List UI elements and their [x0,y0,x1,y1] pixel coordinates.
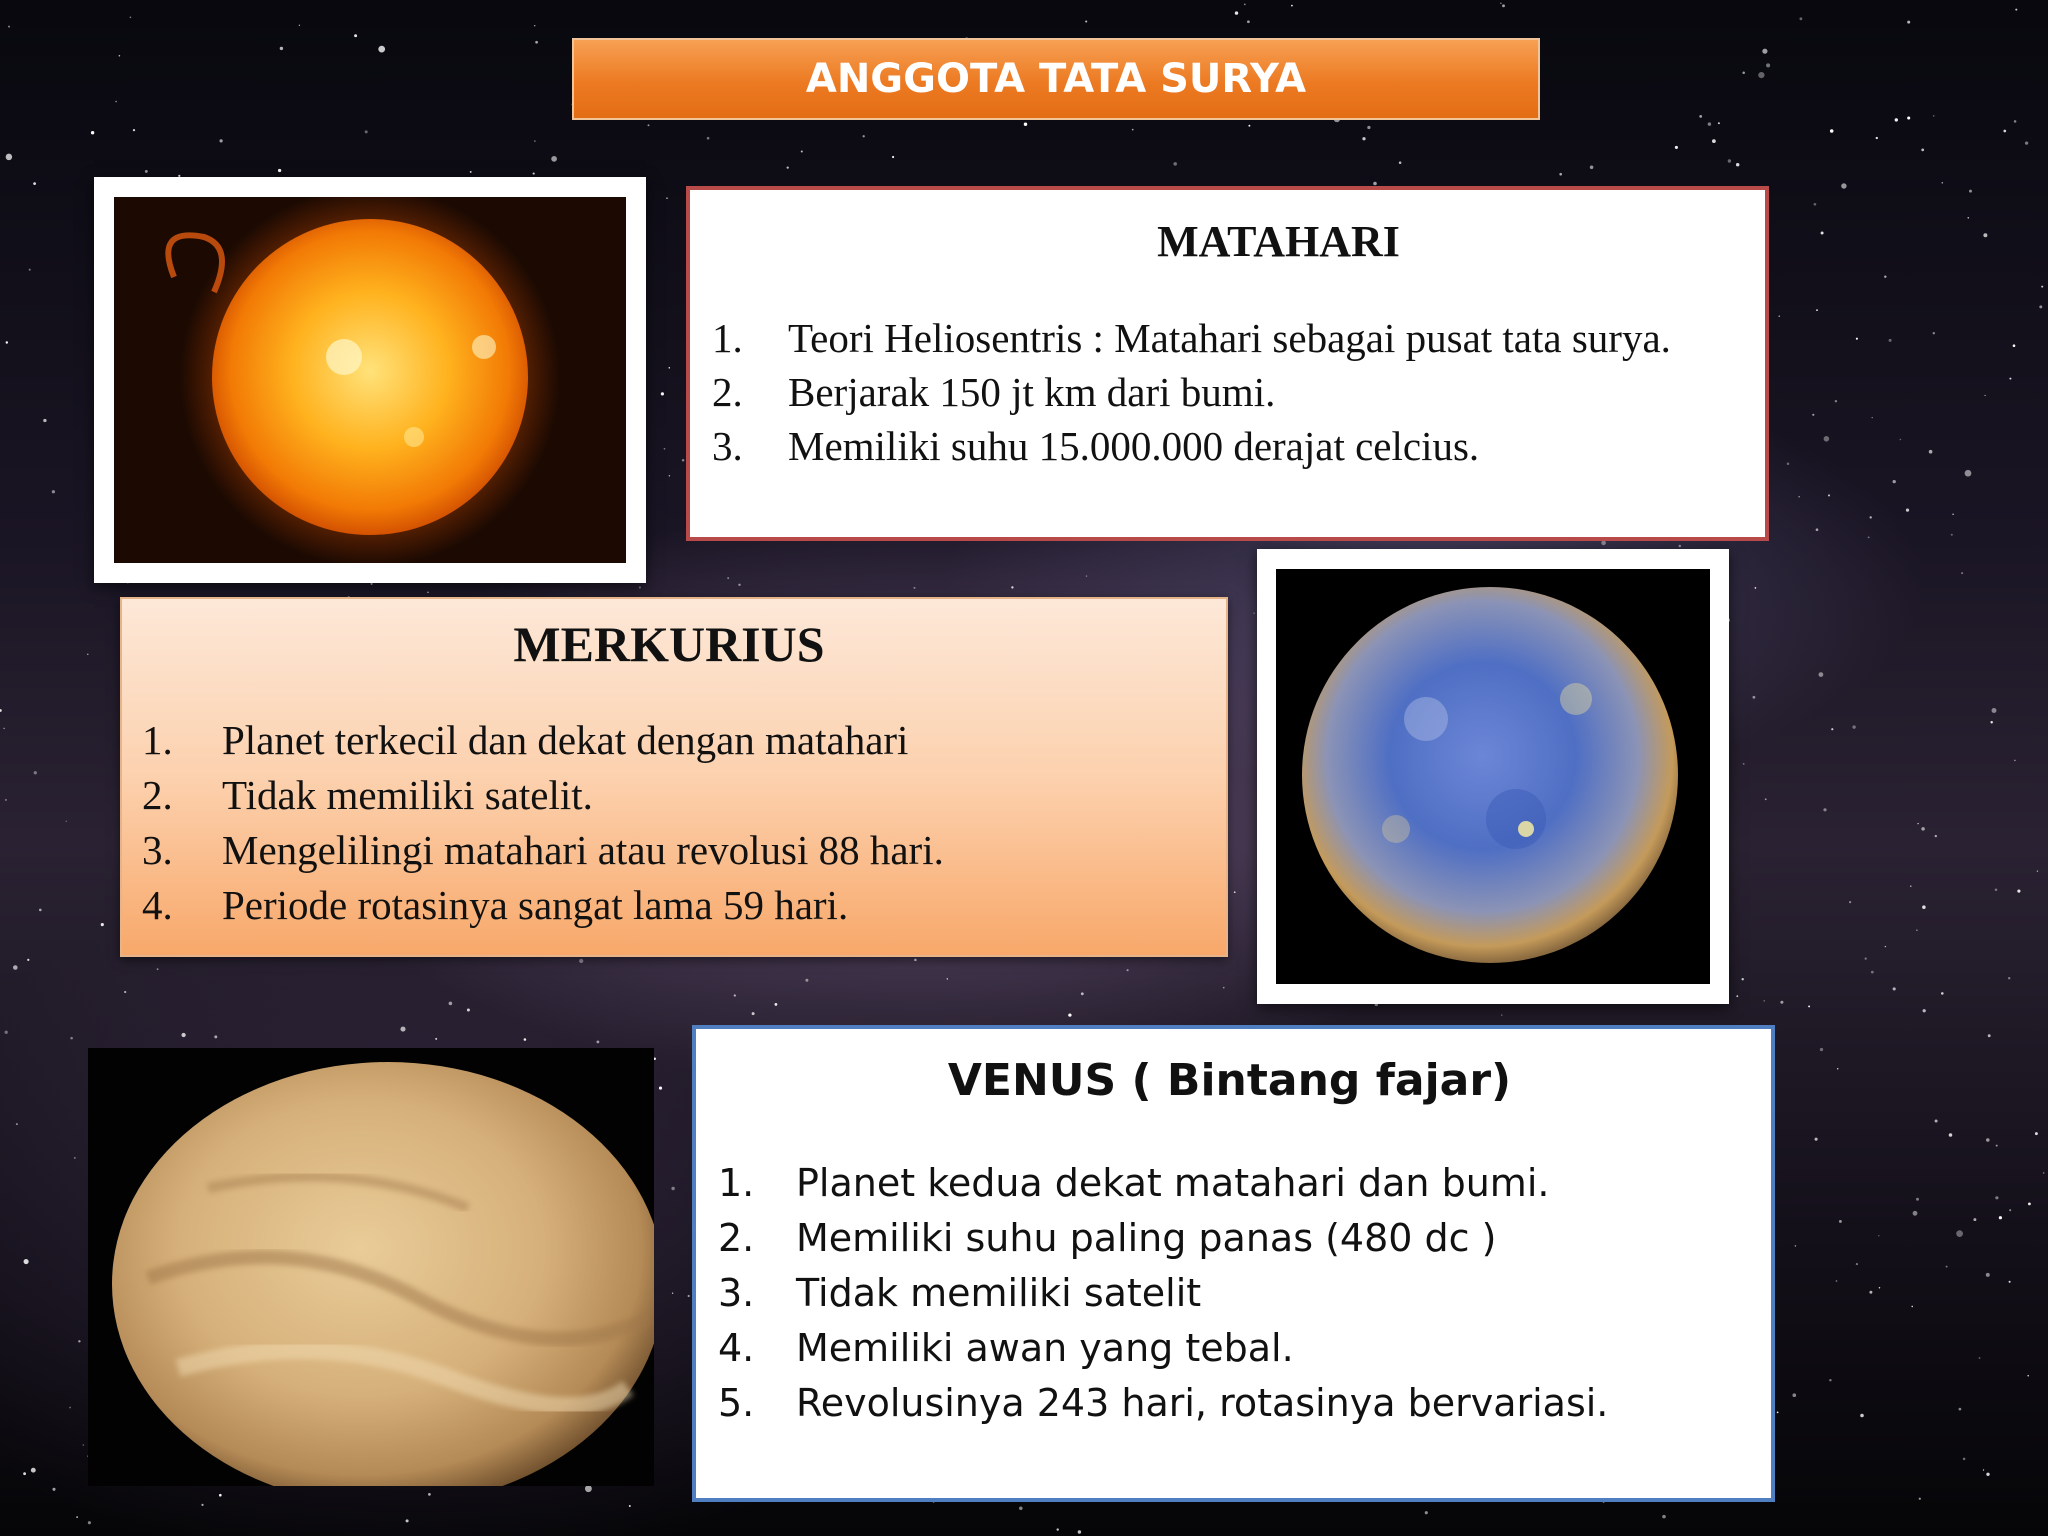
star [1933,332,1935,334]
star [1742,72,1745,75]
star [1291,5,1293,7]
star [524,1038,527,1041]
star [1699,115,1702,118]
sun-photo [114,197,626,563]
star [1712,139,1716,143]
star [1718,122,1720,124]
star [671,1187,674,1190]
list-item: 1. Teori Heliosentris : Matahari sebagai pusat tata surya. [712,315,1671,361]
star [24,1259,29,1264]
star [659,1087,662,1090]
star [76,1516,78,1518]
star [2025,141,2028,144]
star [78,1340,80,1342]
merkurius-list [142,713,1196,933]
star [69,1407,71,1409]
star [1500,2,1502,4]
star [1907,116,1910,119]
star [1173,162,1177,166]
star [13,965,18,970]
star [1995,1196,1998,1199]
star [74,1157,76,1159]
star [1828,494,1830,496]
star [1081,992,1084,995]
star [661,392,664,395]
star [1933,115,1935,117]
star [280,47,283,50]
star [119,55,121,57]
star [1708,122,1711,125]
star [1935,1119,1938,1122]
star [1728,159,1731,162]
star [2039,305,2042,308]
star [1795,1245,1797,1247]
star [1856,1263,1858,1265]
star [1590,166,1594,170]
star [1755,587,1757,589]
star [1425,1511,1428,1514]
star [1011,586,1013,588]
star [669,475,670,476]
star [91,131,94,134]
star [1367,126,1370,129]
star [1965,470,1972,477]
star [435,1038,437,1040]
star [947,978,948,979]
star [1223,987,1225,989]
star [1868,537,1870,539]
star [1742,978,1744,980]
star [2027,1375,2029,1377]
star [1884,276,1886,278]
star [365,130,368,133]
star [913,587,915,589]
star [1247,20,1250,23]
star [1969,190,1972,193]
star [1792,1393,1796,1397]
star [400,1027,405,1032]
star [1502,4,1505,7]
star [34,771,37,774]
star [534,25,535,26]
star [1919,1498,1921,1500]
star [1921,149,1924,152]
star [1814,203,1817,206]
star [1910,885,1911,886]
venus-photo [88,1048,654,1486]
list-item: 3. Tidak memiliki satelit [718,1271,1202,1315]
star [1865,957,1867,959]
matahari-heading: MATAHARI [1157,217,1400,266]
merkurius-heading: MERKURIUS [513,616,825,672]
star [1879,1287,1880,1288]
star [1984,395,1985,396]
star [1900,439,1902,441]
star [1816,528,1819,531]
star [1758,72,1764,78]
star [1893,480,1896,483]
star [1876,137,1878,139]
star [1244,4,1246,6]
star [1235,11,1238,14]
star [1127,969,1129,971]
star [892,156,894,158]
star [1967,217,1969,219]
list-item: 2. Berjarak 150 jt km dari bumi. [712,369,1276,415]
star [1762,49,1767,54]
star [1870,516,1872,518]
star [1501,1014,1502,1015]
star [1856,338,1858,340]
star [1373,182,1377,186]
star [1946,1266,1948,1268]
star [682,459,685,462]
star [551,156,557,162]
star [378,46,385,53]
star [83,1444,84,1445]
star [1979,1357,1981,1359]
star [1996,1145,1998,1147]
star [181,1033,185,1037]
star [1869,1291,1872,1294]
list-item: 3. Memiliki suhu 15.000.000 derajat celcius. [712,423,1480,469]
star [1024,123,1027,126]
venus-list [718,1156,1741,1431]
star [1841,183,1846,188]
star [2043,1172,2045,1174]
star [1823,808,1826,811]
star [133,129,135,131]
star [1935,835,1937,837]
star [1820,1048,1823,1051]
star [1831,728,1833,730]
star [805,979,808,982]
star [1234,891,1236,893]
star [31,1468,36,1473]
matahari-card [686,186,1769,541]
star [863,135,865,137]
star [66,821,67,822]
star [1816,309,1818,311]
star [52,1488,55,1491]
star [2009,378,2011,380]
star [16,1123,18,1125]
star [23,1472,26,1475]
list-item: 3. Mengelilingi matahari atau revolusi 88 hari. [142,827,944,873]
star [1906,508,1909,511]
star [1907,21,1910,24]
list-item: 1. Planet terkecil dan dekat dengan matahari [142,717,909,763]
star [27,959,29,961]
star [1837,1068,1838,1069]
star [914,959,917,962]
star [1559,173,1562,176]
star [1057,1528,1059,1530]
list-item: 4. Periode rotasinya sangat lama 59 hari. [142,882,849,928]
star [1253,613,1254,614]
star [1872,417,1873,418]
star [406,1519,409,1522]
star [1815,1138,1818,1141]
star [1893,987,1896,990]
star [801,150,803,152]
star [1963,1458,1966,1461]
venus-photo-frame [88,1048,654,1486]
star [734,994,736,996]
star [220,139,223,142]
star [427,591,429,593]
star [775,1003,778,1006]
star [596,1040,599,1043]
venus-heading: VENUS ( Bintang fajar) [947,1055,1512,1106]
star [43,419,46,422]
star [1959,1408,1962,1411]
star [648,124,650,126]
star [1999,1216,2002,1219]
star [1812,414,1814,416]
star [1992,708,1997,713]
star [727,577,729,579]
star [1929,450,1933,454]
star [2028,1203,2031,1206]
star [6,341,8,343]
star [1799,496,1800,497]
star [1799,17,1802,20]
star [29,269,31,271]
star [2008,977,2010,979]
star [1986,1473,1989,1476]
list-item: 1. Planet kedua dekat matahari dan bumi. [718,1161,1550,1205]
star [470,171,472,173]
star [666,197,668,199]
star [664,448,666,450]
star [1824,436,1830,442]
star [1860,1414,1864,1418]
star [688,1295,690,1297]
star [1852,725,1855,728]
star [52,490,55,493]
star [1922,905,1926,909]
star [1078,1530,1081,1533]
star [1766,63,1770,67]
star [1821,232,1824,235]
star [1399,161,1402,164]
star [2009,1209,2011,1211]
star [1995,889,1998,892]
star [752,1012,755,1015]
star [87,654,88,655]
star [1829,1379,1831,1381]
star [1765,798,1767,800]
star [1986,1273,1990,1277]
star [2017,890,2020,893]
star [354,34,357,37]
list-item: 5. Revolusinya 243 hari, rotasinya bervariasi. [718,1381,1609,1425]
star [1086,575,1087,576]
star [1601,541,1606,546]
star [1248,125,1250,127]
list-item: 2. Memiliki suhu paling panas (480 dc ) [718,1216,1497,1260]
star [299,25,300,26]
star [585,1485,592,1492]
star [1780,1001,1783,1004]
star [1990,721,1992,723]
star [1085,20,1087,22]
star [467,1009,470,1012]
star [2041,286,2043,288]
star [1973,1218,1976,1221]
star [533,173,535,175]
star [1916,1198,1919,1201]
star [1961,572,1963,574]
star [1849,901,1851,903]
star [672,1293,673,1294]
star [669,367,671,369]
star [2009,1281,2011,1283]
star [1743,763,1745,765]
list-item: 2. Tidak memiliki satelit. [142,772,593,818]
venus-card [692,1025,1775,1502]
star [1916,929,1918,931]
star [124,991,126,993]
star [1949,1133,1953,1137]
star [1839,1220,1842,1223]
star [1912,1306,1913,1307]
star [1068,1013,1071,1016]
star [39,909,42,912]
star [1787,463,1790,466]
star [1941,992,1944,995]
star [1983,1469,1984,1470]
star [534,140,535,141]
star [214,1035,217,1038]
sun-photo-frame [94,177,646,583]
star [1885,946,1886,947]
star [449,1002,453,1006]
star [1889,339,1892,342]
matahari-list [712,311,1735,473]
merkurius-card [120,597,1228,957]
star [1736,163,1739,166]
star [1675,146,1678,149]
star [2014,120,2017,123]
star [629,1505,631,1507]
star [219,1494,222,1497]
star [1986,1138,1990,1142]
star [3,728,4,729]
star [1736,995,1738,997]
star [1753,696,1756,699]
star [1951,534,1953,536]
star [33,182,36,185]
star [1917,823,1918,824]
star [1878,1235,1879,1236]
star [1952,514,1954,516]
star [1942,182,1944,184]
star [1808,1005,1810,1007]
star [5,799,7,801]
list-item: 4. Memiliki awan yang tebal. [718,1326,1294,1370]
star [1362,137,1365,140]
star [1819,672,1824,677]
star [1679,545,1681,547]
star [1763,1000,1765,1002]
star [371,583,373,585]
star [707,137,710,140]
star [201,1504,203,1506]
star [2015,9,2017,11]
star [130,17,132,19]
star [278,169,281,172]
star [1132,129,1134,131]
star [1923,1009,1926,1012]
star [787,166,789,168]
star [1836,1280,1838,1282]
star [1913,1211,1918,1216]
star [145,170,148,173]
star [2013,344,2016,347]
star [2035,1132,2038,1135]
star [88,1521,91,1524]
star [1777,1412,1779,1414]
star [115,101,117,103]
star [2003,130,2006,133]
star [1988,1034,1991,1037]
star [639,586,641,588]
star [101,923,104,926]
star [535,41,538,44]
star [738,584,740,586]
star [1895,118,1898,121]
mercury-photo [1276,569,1710,984]
star [1830,129,1834,133]
star [70,1037,73,1040]
star [1662,1515,1666,1519]
star [428,1493,431,1496]
star [5,1031,8,1034]
star [1956,1230,1963,1237]
star [2037,870,2038,871]
slide-title: ANGGOTA TATA SURYA [572,38,1540,120]
star [1983,233,1987,237]
star [579,959,583,963]
star [0,709,2,712]
star [1871,971,1874,974]
star [8,26,10,28]
star [1779,316,1780,317]
star [1921,827,1924,830]
star [1835,400,1837,402]
mercury-photo-frame [1257,549,1729,1004]
star [6,154,13,161]
star [1019,1507,1023,1511]
star [157,968,159,970]
star [2014,760,2016,762]
